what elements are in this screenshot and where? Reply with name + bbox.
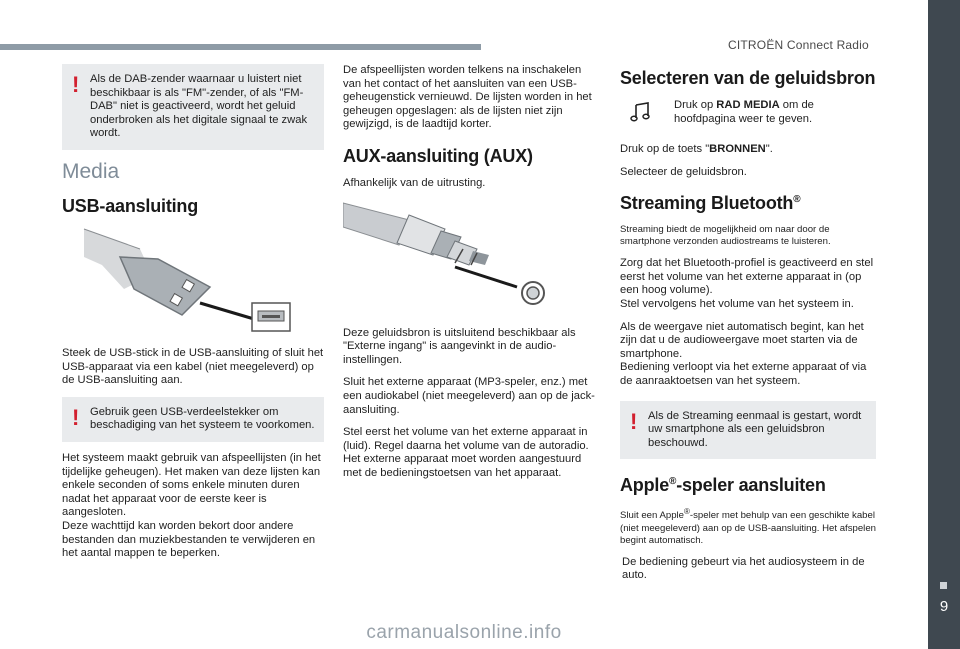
- playlist-text: [62, 452, 324, 561]
- bt-profile-2: Stel vervolgens het volume van het systeem in.: [620, 297, 854, 310]
- bt-title: Streaming Bluetooth: [620, 193, 794, 214]
- source-post: om de hoofdpagina weer te geven.: [674, 99, 814, 125]
- music-note-icon: [630, 101, 652, 123]
- rad-media-label: RAD MEDIA: [716, 99, 780, 111]
- bt-auto-2: Bediening verloopt via het externe apparaat of via de aanraaktoetsen van het systeem.: [620, 361, 867, 387]
- header-bar: [0, 44, 481, 50]
- apple-small-post: -speler met behulp van een geschikte kabel (niet meegeleverd) aan op de USB-aansluiting. Het afspelen begint automatisch.: [620, 510, 876, 546]
- heading-aux: AUX-aansluiting (AUX): [343, 145, 533, 166]
- aux-connect-text: Sluit het externe apparaat (MP3-speler, enz.) met een audiokabel (niet meegeleverd) aan op de jack-aansluiting.: [343, 376, 595, 416]
- bt-sup: ®: [793, 194, 801, 206]
- page-sidebar: [928, 0, 960, 649]
- apple-control-text: De bediening gebeurt via het audiosysteem in de auto.: [622, 555, 865, 582]
- column-3: [620, 64, 876, 592]
- warning-bt-text: Als de Streaming eenmaal is gestart, wordt uw smartphone als een geluidsbron beschouwd.: [648, 409, 862, 449]
- playlist-update-text: De afspeellijsten worden telkens na inschakelen van het contact of het aansluiten van een USB-geheugenstick vernieuwd. De lijsten worden in het geheugen opgeslagen: als de lijsten niet zijn gewijzigd, is de laadtijd korter.: [343, 64, 592, 131]
- jack-plug-illustration: [343, 201, 599, 319]
- apple-intro-text: [620, 506, 876, 546]
- page-number: 9: [939, 598, 949, 615]
- playlist-text-2: Deze wachttijd kan worden bekort door andere bestanden dan muziekbestanden te verwijderen en het aantal mappen te beperken.: [62, 519, 316, 560]
- aux-depends-text: Afhankelijk van de uitrusting.: [343, 176, 486, 189]
- aux-available-text: Deze geluidsbron is uitsluitend beschikbaar als "Externe ingang" is aangevinkt in de audio-instellingen.: [343, 326, 576, 366]
- bt-profile-text: [620, 257, 876, 311]
- apple-small-sup: ®: [684, 507, 690, 517]
- press-pre: Druk op de toets ": [620, 143, 710, 155]
- heading-bluetooth: [620, 193, 876, 214]
- bt-auto-1: Als de weergave niet automatisch begint, kan het zijn dat u de audioweergave moet starten via de smartphone.: [620, 320, 864, 360]
- watermark: carmanualsonline.info: [366, 622, 562, 643]
- apple-title-post: -speler aansluiten: [676, 475, 826, 496]
- warning-icon: !: [630, 408, 638, 434]
- bronnen-label: BRONNEN: [709, 143, 766, 155]
- playlist-text-1: Het systeem maakt gebruik van afspeellijsten (in het tijdelijke geheugen). Het maken van deze lijsten kan enkele seconden of soms enkele minuten duren nadat het apparaat voor de eerste keer is aangesloten.: [62, 451, 321, 519]
- warning-dab: [62, 64, 324, 150]
- rad-media-instruction: [620, 99, 876, 133]
- warning-dab-text: Als de DAB-zender waarnaar u luistert niet beschikbaar is als "FM"-zender, of als "FM-DAB" niet is geactiveerd, wordt het geluid onderbroken als het digitale signaal te zwak wordt.: [90, 73, 308, 140]
- heading-usb: USB-aansluiting: [62, 195, 199, 216]
- bt-profile-1: Zorg dat het Bluetooth-profiel is geactiveerd en stel eerst het volume van het externe apparaat in (op een hoog volume).: [620, 257, 874, 297]
- heading-apple: [620, 475, 876, 496]
- page-marker-icon: [940, 582, 947, 589]
- usb-plug-illustration: [62, 227, 324, 339]
- select-source-text: Selecteer de geluidsbron.: [620, 165, 747, 178]
- press-bronnen-text: [620, 143, 876, 157]
- brand-title: CITROËN Connect Radio: [728, 38, 869, 52]
- apple-title-pre: Apple: [620, 475, 670, 496]
- warning-icon: !: [72, 404, 80, 430]
- column-2: [343, 64, 599, 490]
- apple-small-pre: Sluit een Apple: [620, 510, 685, 522]
- aux-volume-text-1: Stel eerst het volume van het externe apparaat in (luid). Regel daarna het volume van de autoradio.: [343, 426, 589, 452]
- press-post: ".: [765, 143, 773, 155]
- source-pre: Druk op: [674, 99, 717, 111]
- bt-auto-text: [620, 321, 876, 389]
- aux-volume-text: [343, 426, 599, 480]
- heading-source: Selecteren van de geluidsbron: [620, 68, 876, 88]
- warning-icon: !: [72, 72, 80, 97]
- apple-sup: ®: [669, 476, 677, 488]
- warning-bluetooth: [620, 401, 876, 460]
- bt-intro-text: Streaming biedt de mogelijkheid om naar door de smartphone verzonden audiostreams te luisteren.: [620, 224, 831, 248]
- warning-hub-text: Gebruik geen USB-verdeelstekker om beschadiging van het systeem te voorkomen.: [90, 405, 315, 432]
- aux-volume-text-2: Het externe apparaat moet worden aangestuurd met de bedieningstoetsen van het apparaat.: [343, 453, 582, 479]
- usb-text: Steek de USB-stick in de USB-aansluiting of sluit het USB-apparaat via een kabel (niet meegeleverd) op de USB-aansluiting aan.: [62, 346, 324, 387]
- warning-hub: [62, 397, 324, 442]
- column-1: [62, 64, 324, 570]
- section-title-media: Media: [62, 159, 120, 183]
